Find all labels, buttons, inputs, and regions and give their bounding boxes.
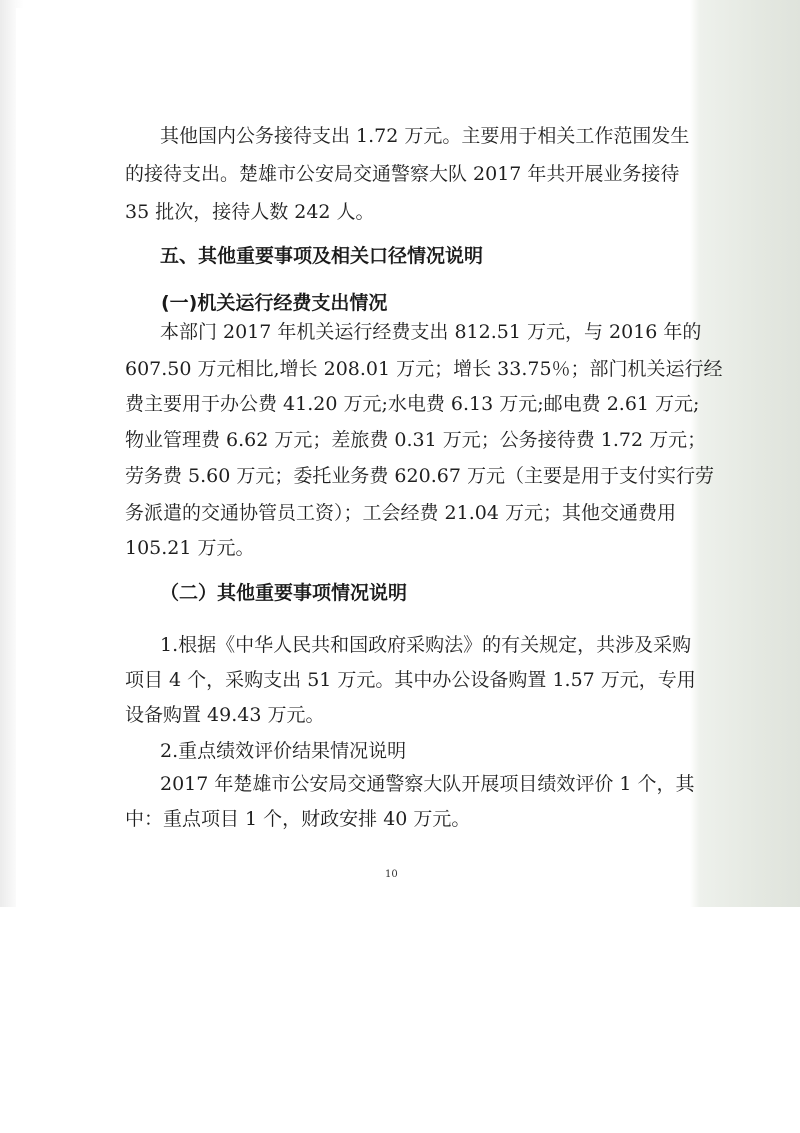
procurement-line-1: 1.根据《中华人民共和国政府采购法》的有关规定，共涉及采购	[160, 634, 692, 656]
performance-line-2: 中：重点项目 1 个，财政安排 40 万元。	[125, 808, 471, 830]
reception-line-1: 其他国内公务接待支出 1.72 万元。主要用于相关工作范围发生	[160, 125, 690, 147]
section-5-heading: 五、其他重要事项及相关口径情况说明	[160, 245, 484, 267]
subsection-2-heading: （二）其他重要事项情况说明	[160, 582, 408, 604]
document-page	[16, 8, 723, 907]
operating-line-2: 607.50 万元相比,增长 208.01 万元；增长 33.75％；部门机关运行经	[125, 358, 723, 380]
procurement-line-3: 设备购置 49.43 万元。	[125, 704, 325, 726]
operating-line-4: 物业管理费 6.62 万元；差旅费 0.31 万元；公务接待费 1.72 万元；	[125, 429, 707, 451]
operating-line-3: 费主要用于办公费 41.20 万元;水电费 6.13 万元;邮电费 2.61 万元;	[125, 393, 700, 415]
operating-line-5: 劳务费 5.60 万元；委托业务费 620.67 万元（主要是用于支付实行劳	[125, 465, 714, 487]
procurement-line-2: 项目 4 个，采购支出 51 万元。其中办公设备购置 1.57 万元，专用	[125, 669, 696, 691]
operating-line-6: 务派遣的交通协管员工资）；工会经费 21.04 万元；其他交通费用	[125, 502, 676, 524]
page-number: 10	[385, 869, 398, 880]
operating-line-1: 本部门 2017 年机关运行经费支出 812.51 万元，与 2016 年的	[160, 321, 702, 343]
subsection-1-heading: (一)机关运行经费支出情况	[161, 292, 388, 314]
performance-line-1: 2017 年楚雄市公安局交通警察大队开展项目绩效评价 1 个，其	[160, 773, 695, 795]
reception-line-2: 的接待支出。楚雄市公安局交通警察大队 2017 年共开展业务接待	[125, 163, 680, 185]
blank-bottom-area	[0, 907, 800, 1133]
reception-line-3: 35 批次，接待人数 242 人。	[125, 201, 375, 223]
item-2-heading: 2.重点绩效评价结果情况说明	[160, 740, 407, 762]
operating-line-7: 105.21 万元。	[125, 537, 255, 559]
